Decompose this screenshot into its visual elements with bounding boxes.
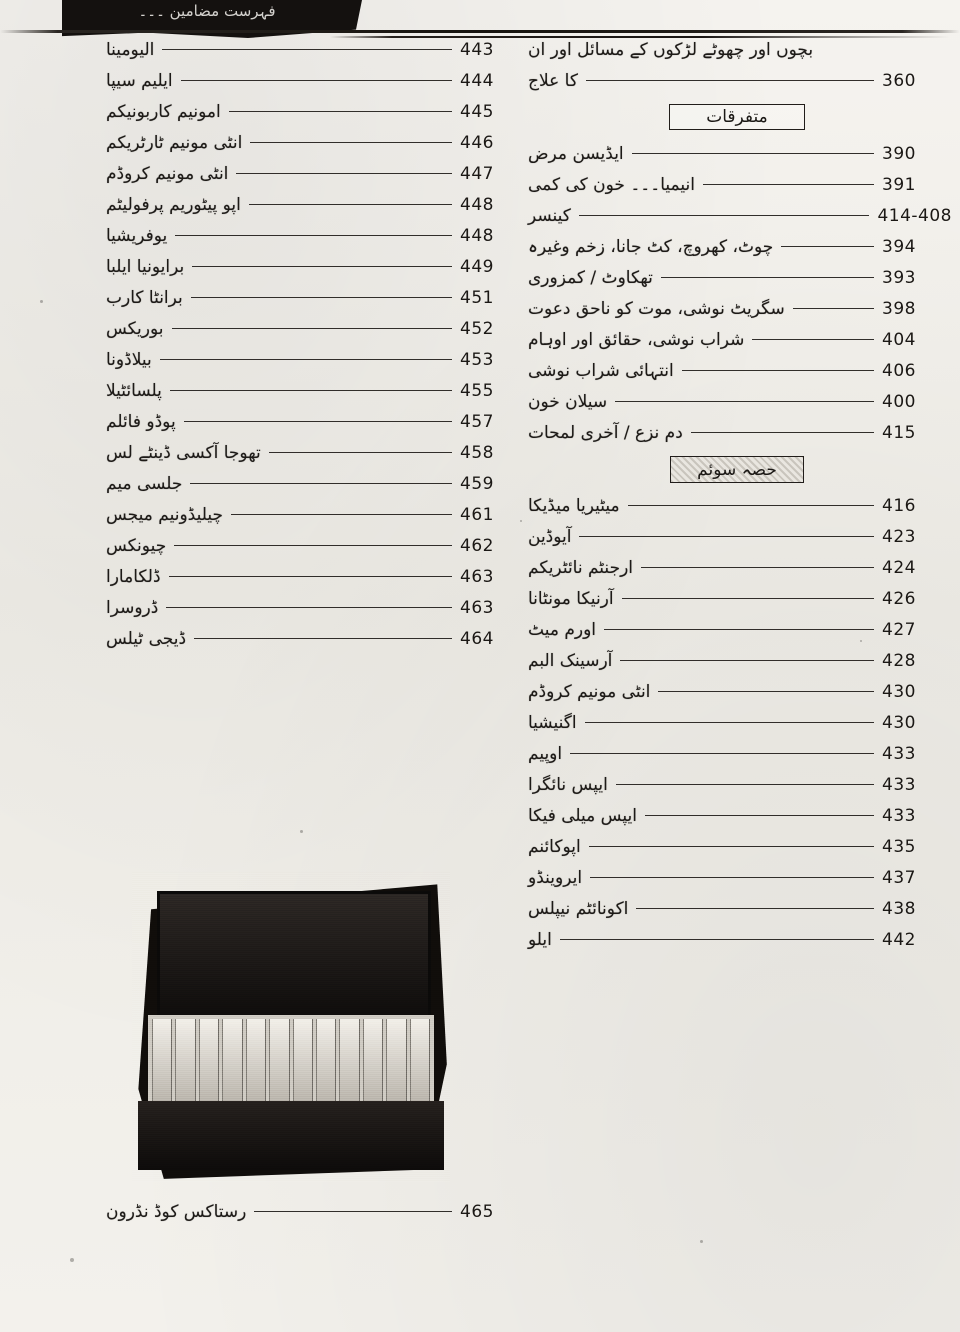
index-entry-title: بوریکس <box>106 318 164 339</box>
leader-line <box>604 629 874 630</box>
index-entry[interactable] <box>100 344 530 375</box>
index-entry[interactable] <box>100 96 530 127</box>
leader-line <box>682 370 874 371</box>
leader-line <box>236 173 452 174</box>
index-entry-page: 462 <box>460 535 494 556</box>
index-entry-page: 416 <box>882 495 916 516</box>
leader-line <box>579 215 870 216</box>
leader-line <box>622 598 874 599</box>
index-entry[interactable] <box>522 831 952 862</box>
index-entry[interactable] <box>100 437 530 468</box>
index-entry[interactable] <box>100 65 530 96</box>
index-entry-page: 424 <box>882 557 916 578</box>
index-entry[interactable] <box>100 282 530 313</box>
index-entry[interactable] <box>522 417 952 448</box>
leader-line <box>691 432 874 433</box>
leader-line <box>636 908 874 909</box>
leader-line <box>616 784 874 785</box>
leader-line <box>560 939 874 940</box>
leader-line <box>162 49 452 50</box>
index-entry-page: 398 <box>882 298 916 319</box>
index-entry-title: پلسائٹیلا <box>106 380 162 401</box>
leader-line <box>254 1211 452 1212</box>
index-entry-page: 464 <box>460 628 494 649</box>
index-entry-page: 452 <box>460 318 494 339</box>
index-entry-title: آیوڈین <box>528 526 572 547</box>
index-entry[interactable] <box>100 220 530 251</box>
leader-line <box>641 567 874 568</box>
index-entry[interactable] <box>100 127 530 158</box>
index-entry-page: 428 <box>882 650 916 671</box>
index-entry-title: کا علاج <box>528 70 578 91</box>
index-entry-page: 458 <box>460 442 494 463</box>
leader-line <box>632 153 874 154</box>
index-entry[interactable] <box>522 65 952 96</box>
index-entry[interactable] <box>522 324 952 355</box>
leader-line <box>192 266 452 267</box>
leader-line <box>590 877 874 878</box>
photo-caption-page: 465 <box>460 1201 494 1222</box>
index-entry-title: دم نزع / آخری لمحات <box>528 422 683 443</box>
index-entry-title: اکونائٹم نیپلس <box>528 898 629 919</box>
leader-line <box>658 691 874 692</box>
leader-line <box>628 505 874 506</box>
index-entry-title: اپوکائنم <box>528 836 581 857</box>
leader-line <box>570 753 874 754</box>
photo-caption-row <box>100 1196 530 1227</box>
index-entry-title: چوٹ، کھروچ، کٹ جانا، زخم وغیرہ <box>528 237 774 257</box>
index-entry-title: برانٹا کارب <box>106 287 183 308</box>
index-entry-page: 430 <box>882 681 916 702</box>
index-entry-page: 433 <box>882 805 916 826</box>
index-entry-title: چیونکس <box>106 535 167 556</box>
index-entry-page: 394 <box>882 236 916 257</box>
index-entry-page: 463 <box>460 597 494 618</box>
leader-line <box>184 421 452 422</box>
index-entry[interactable] <box>100 34 530 65</box>
index-entry[interactable] <box>522 583 952 614</box>
index-entry-page: 400 <box>882 391 916 412</box>
leader-line <box>620 660 874 661</box>
index-entry-page: 360 <box>882 70 916 91</box>
index-entry-title: برایونیا ایلبا <box>106 256 185 277</box>
index-entry-title: ڈلکامارا <box>106 566 161 587</box>
index-entry-title: امونیم کاربونیکم <box>106 101 221 122</box>
index-entry[interactable] <box>522 738 952 769</box>
index-entry[interactable] <box>522 800 952 831</box>
index-entry-page: 390 <box>882 143 916 164</box>
leader-line <box>585 722 874 723</box>
photo-caption-title: رستاکس کوڈ نڈرون <box>106 1201 247 1222</box>
index-entry-title: انٹی مونیم کروڈم <box>106 163 229 184</box>
index-entry[interactable] <box>522 34 952 65</box>
index-entry-page: 406 <box>882 360 916 381</box>
index-entry-title: آرنیکا مونٹانا <box>528 588 614 609</box>
index-entry[interactable] <box>522 676 952 707</box>
index-column-left <box>100 34 530 654</box>
index-entry-page: 391 <box>882 174 916 195</box>
leader-line <box>586 80 874 81</box>
leader-line <box>175 235 452 236</box>
index-entry-title: ایپس میلی فیکا <box>528 805 637 826</box>
index-entry-page: 444 <box>460 70 494 91</box>
index-entry[interactable] <box>100 158 530 189</box>
leader-line <box>752 339 874 340</box>
index-entry[interactable] <box>522 293 952 324</box>
leader-line <box>781 246 874 247</box>
leader-line <box>249 204 452 205</box>
leader-line <box>166 607 452 608</box>
leader-line <box>191 297 452 298</box>
index-entry-title: کینسر <box>528 205 571 226</box>
index-entry-page: 393 <box>882 267 916 288</box>
index-entry[interactable] <box>522 262 952 293</box>
index-entry[interactable] <box>522 355 952 386</box>
index-entry-page: 435 <box>882 836 916 857</box>
index-entry-page: 445 <box>460 101 494 122</box>
leader-line <box>589 846 874 847</box>
section-heading-label: متفرقات <box>669 104 805 130</box>
index-entry[interactable] <box>100 375 530 406</box>
leader-line <box>615 401 874 402</box>
index-entry-page: 415 <box>882 422 916 443</box>
index-entry[interactable] <box>100 530 530 561</box>
index-entry-page: 443 <box>460 39 494 60</box>
index-entry-page: 459 <box>460 473 494 494</box>
index-entry-page: 449 <box>460 256 494 277</box>
index-entry-title: جلسی میم <box>106 473 183 494</box>
index-entry-title: سیلان خون <box>528 391 608 412</box>
index-entry[interactable] <box>522 552 952 583</box>
index-entry[interactable] <box>100 623 530 654</box>
index-entry-page: 442 <box>882 929 916 950</box>
index-entry-title: یوفریشیا <box>106 225 168 246</box>
index-entry-title: شراب نوشی، حقائق اور اوہام <box>528 330 745 350</box>
remedy-case-photo <box>132 872 450 1182</box>
index-entry-title: بچوں اور چھوٹے لڑکوں کے مسائل اور ان <box>528 40 814 60</box>
index-entry-page: 414-408 <box>877 205 952 226</box>
index-entry[interactable] <box>100 313 530 344</box>
index-entry-page: 423 <box>882 526 916 547</box>
index-entry-title: ایپس نائگرا <box>528 774 608 795</box>
index-entry-title: ایلو <box>528 929 552 950</box>
index-entry[interactable] <box>522 138 952 169</box>
index-entry-title: ارجنٹم نائٹریکم <box>528 557 634 578</box>
index-entry-title: ڈیجی ٹیلس <box>106 628 187 649</box>
index-entry[interactable] <box>522 893 952 924</box>
leader-line <box>170 390 452 391</box>
leader-line <box>174 545 452 546</box>
index-entry-title: میٹیریا میڈیکا <box>528 495 620 516</box>
leader-line <box>645 815 874 816</box>
index-entry[interactable] <box>100 189 530 220</box>
index-entry-title: انٹی مونیم ٹارٹریکم <box>106 132 243 153</box>
index-entry[interactable] <box>522 769 952 800</box>
leader-line <box>160 359 452 360</box>
index-entry-page: 447 <box>460 163 494 184</box>
index-entry[interactable] <box>522 614 952 645</box>
index-column-right <box>522 34 952 955</box>
leader-line <box>172 328 452 329</box>
index-entry-page: 433 <box>882 743 916 764</box>
index-entry[interactable] <box>522 645 952 676</box>
index-entry-title: پوڈو فائلم <box>106 411 176 432</box>
index-entry[interactable] <box>100 499 530 530</box>
leader-line <box>231 514 452 515</box>
index-entry[interactable] <box>522 924 952 955</box>
index-entry-title: اورم میٹ <box>528 619 596 640</box>
index-entry-title: ایڈیسن مرض <box>528 143 624 164</box>
index-entry-title: انٹی مونیم کروڈم <box>528 681 651 702</box>
index-entry-page: 457 <box>460 411 494 432</box>
index-entry[interactable] <box>522 386 952 417</box>
index-entry-page: 426 <box>882 588 916 609</box>
leader-line <box>269 452 452 453</box>
section-heading-label: حصہ سوئم <box>670 456 804 483</box>
leader-line <box>579 536 874 537</box>
leader-line <box>169 576 452 577</box>
leader-line <box>229 111 452 112</box>
index-entry[interactable] <box>522 231 952 262</box>
index-entry-title: اپو پیٹوریم پرفولیٹم <box>106 194 241 215</box>
index-entry-title: چیلیڈونیم میجس <box>106 504 223 525</box>
leader-line <box>250 142 452 143</box>
leader-line <box>703 184 874 185</box>
leader-line <box>194 638 452 639</box>
index-entry-page: 453 <box>460 349 494 370</box>
index-entry-title: انتہائی شراب نوشی <box>528 361 674 381</box>
index-entry[interactable] <box>100 251 530 282</box>
index-entry-page: 437 <box>882 867 916 888</box>
index-entry-page: 448 <box>460 194 494 215</box>
index-entry[interactable] <box>522 490 952 521</box>
index-entry-title: انیمیا۔۔۔ خون کی کمی <box>528 175 695 195</box>
leader-line <box>793 308 874 309</box>
index-entry-title: سگریٹ نوشی، موت کو ناحق دعوت <box>528 298 785 319</box>
index-entry[interactable] <box>522 200 952 231</box>
index-entry-title: الیومینا <box>106 39 155 60</box>
leader-line <box>661 277 874 278</box>
index-entry-title: ایروینڈو <box>528 867 583 888</box>
index-entry-title: تھکاوٹ / کمزوری <box>528 267 653 288</box>
index-entry-title: اوپیم <box>528 743 563 764</box>
leader-line <box>181 80 452 81</box>
index-entry-page: 455 <box>460 380 494 401</box>
leader-line <box>190 483 452 484</box>
index-entry-page: 463 <box>460 566 494 587</box>
index-entry-page: 427 <box>882 619 916 640</box>
index-entry[interactable] <box>100 561 530 592</box>
index-entry-page: 430 <box>882 712 916 733</box>
index-entry-page: 438 <box>882 898 916 919</box>
index-entry[interactable] <box>522 521 952 552</box>
index-entry-page: 448 <box>460 225 494 246</box>
index-entry-title: آرسینک البم <box>528 650 613 671</box>
index-entry-title: تھوجا آکسی ڈینٹے لس <box>106 443 261 463</box>
index-entry-title: ایلیم سیپا <box>106 70 173 91</box>
index-entry[interactable] <box>100 468 530 499</box>
index-entry-page: 433 <box>882 774 916 795</box>
section-heading <box>522 452 952 486</box>
index-entry[interactable] <box>522 707 952 738</box>
index-entry-page: 461 <box>460 504 494 525</box>
index-entry[interactable] <box>522 862 952 893</box>
section-heading <box>522 100 952 134</box>
index-entry[interactable] <box>100 406 530 437</box>
page-header-title: فہرست مضامین ۔۔۔ <box>138 2 276 20</box>
index-entry-page: 446 <box>460 132 494 153</box>
index-entry-title: ڈروسرا <box>106 597 159 618</box>
index-entry-title: بیلاڈونا <box>106 349 152 370</box>
header-rule <box>0 30 960 33</box>
index-entry-page: 451 <box>460 287 494 308</box>
index-entry-title: اگنیشیا <box>528 712 577 733</box>
index-entry[interactable] <box>100 592 530 623</box>
index-entry[interactable] <box>522 169 952 200</box>
index-entry-page: 404 <box>882 329 916 350</box>
